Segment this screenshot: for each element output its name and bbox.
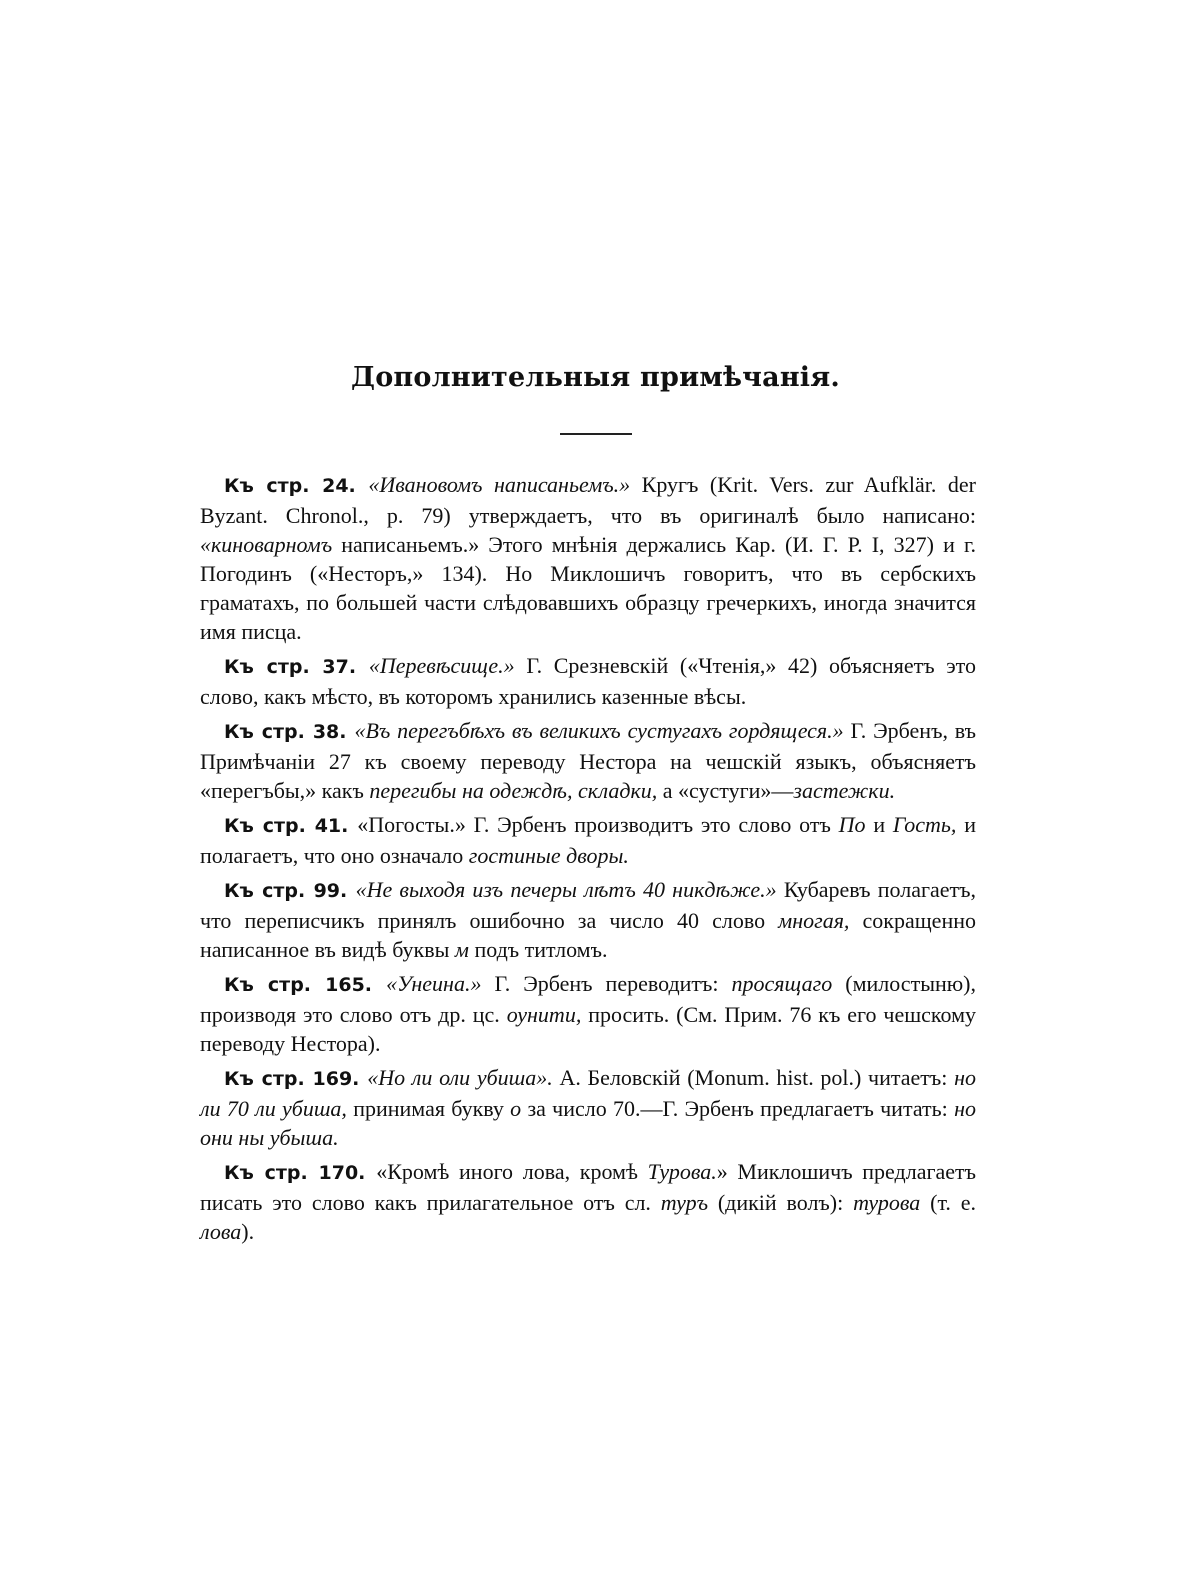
note-text: принимая букву bbox=[346, 1096, 511, 1121]
quoted-text: турова bbox=[853, 1190, 921, 1215]
page-reference: Къ стр. 24. bbox=[224, 475, 369, 497]
quoted-text: «Унеина.» bbox=[386, 971, 482, 996]
note-text: (милостыню), производя это слово отъ др. цс. bbox=[200, 971, 977, 1027]
quoted-text: м bbox=[454, 937, 469, 962]
quoted-text: «Въ перегъбѣхъ въ великихъ сустугахъ гордящеся.» bbox=[354, 718, 844, 743]
note-text: Кругъ (Krit. Vers. zur Aufklär. der Byzant. Chronol., p. 79) утверждаетъ, что въ оригиналѣ было написано: bbox=[200, 472, 976, 528]
note-text: «Погосты.» Г. Эрбенъ производитъ это слово отъ bbox=[357, 812, 839, 837]
note-text: Г. Эрбенъ переводитъ: bbox=[481, 971, 732, 996]
quoted-text: лова bbox=[200, 1219, 242, 1244]
note-paragraph bbox=[200, 470, 976, 646]
quoted-text: «Не выходя изъ печеры лѣтъ 40 никдѣже.» bbox=[355, 877, 777, 902]
note-text: Г. Эрбенъ, въ Примѣчаніи 27 къ своему переводу Нестора на чешскій языкъ, объясняетъ «перегъбы,» какъ bbox=[200, 718, 977, 803]
page-reference: Къ стр. 169. bbox=[224, 1068, 368, 1090]
note-text: написаньемъ.» Этого мнѣнія держались Кар. (И. Г. Р. I, 327) и г. Погодинъ («Несторъ,» 134). Но Миклошичъ говоритъ, что въ сербскихъ граматахъ, по большей части слѣдовавшихъ образцу гречеркихъ, иногда значится имя писца. bbox=[200, 532, 976, 644]
quoted-text: «киноварномъ bbox=[200, 532, 333, 557]
note-paragraph bbox=[200, 716, 976, 805]
quoted-text: о bbox=[510, 1096, 522, 1121]
page-reference: Къ стр. 37. bbox=[224, 656, 369, 678]
note-text: «Кромѣ иного лова, кромѣ bbox=[376, 1159, 648, 1184]
page-title: Дополнительныя примѣчанія. bbox=[351, 362, 840, 393]
quoted-text: Гость, bbox=[892, 812, 957, 837]
quoted-text: застежки. bbox=[793, 778, 896, 803]
note-text: Г. Срезневскій («Чтенія,» 42) объясняетъ это слово, какъ мѣсто, въ которомъ хранились казенные вѣсы. bbox=[200, 653, 976, 709]
note-text: сокращенно написанное въ видѣ буквы bbox=[200, 908, 976, 962]
quoted-text: но ли 70 ли убиша, bbox=[200, 1065, 976, 1121]
note-paragraph bbox=[200, 875, 976, 964]
page-reference: Къ стр. 38. bbox=[224, 721, 355, 743]
note-paragraph bbox=[200, 810, 976, 870]
note-text: А. Беловскій (Monum. hist. pol.) читаетъ: bbox=[552, 1065, 955, 1090]
note-text: а «сустуги»— bbox=[657, 778, 794, 803]
note-text: подъ титломъ. bbox=[468, 937, 608, 962]
note-text: за число 70.—Г. Эрбенъ предлагаетъ читать: bbox=[521, 1096, 955, 1121]
quoted-text: Турова. bbox=[647, 1159, 717, 1184]
note-text: и полагаетъ, что оно означало bbox=[200, 812, 976, 868]
note-text: ). bbox=[241, 1219, 255, 1244]
quoted-text: просящаго bbox=[731, 971, 833, 996]
quoted-text: перегибы на одеждѣ, складки, bbox=[369, 778, 658, 803]
page-reference: Къ стр. 165. bbox=[224, 974, 387, 996]
quoted-text: туръ bbox=[660, 1190, 708, 1215]
quoted-text: оунити, bbox=[506, 1002, 582, 1027]
note-paragraph bbox=[200, 651, 976, 711]
quoted-text: «Ивановомъ написаньемъ.» bbox=[368, 472, 631, 497]
note-text: Кубаревъ полагаетъ, что переписчикъ принялъ ошибочно за число 40 слово bbox=[200, 877, 976, 933]
quoted-text: По bbox=[838, 812, 866, 837]
note-paragraph bbox=[200, 969, 976, 1058]
quoted-text: гостиные дворы. bbox=[468, 843, 629, 868]
note-text: и bbox=[865, 812, 893, 837]
title-divider bbox=[560, 433, 632, 435]
note-text: просить. (См. Прим. 76 къ его чешскому переводу Нестора). bbox=[200, 1002, 976, 1056]
quoted-text: но они ны убыша. bbox=[200, 1096, 976, 1150]
quoted-text: многая, bbox=[778, 908, 850, 933]
page-reference: Къ стр. 41. bbox=[224, 815, 358, 837]
note-paragraph bbox=[200, 1157, 976, 1246]
page-reference: Къ стр. 99. bbox=[224, 880, 356, 902]
quoted-text: «Перевѣсище.» bbox=[368, 653, 515, 678]
quoted-text: «Но ли оли убиша». bbox=[367, 1065, 553, 1090]
note-paragraph bbox=[200, 1063, 976, 1152]
note-text: (т. е. bbox=[920, 1190, 976, 1215]
note-text: (дикій волъ): bbox=[708, 1190, 854, 1215]
note-text: » Миклошичъ предлагаетъ писать это слово какъ прилагательное отъ сл. bbox=[200, 1159, 977, 1215]
page-reference: Къ стр. 170. bbox=[224, 1162, 377, 1184]
notes-list bbox=[200, 470, 976, 1251]
